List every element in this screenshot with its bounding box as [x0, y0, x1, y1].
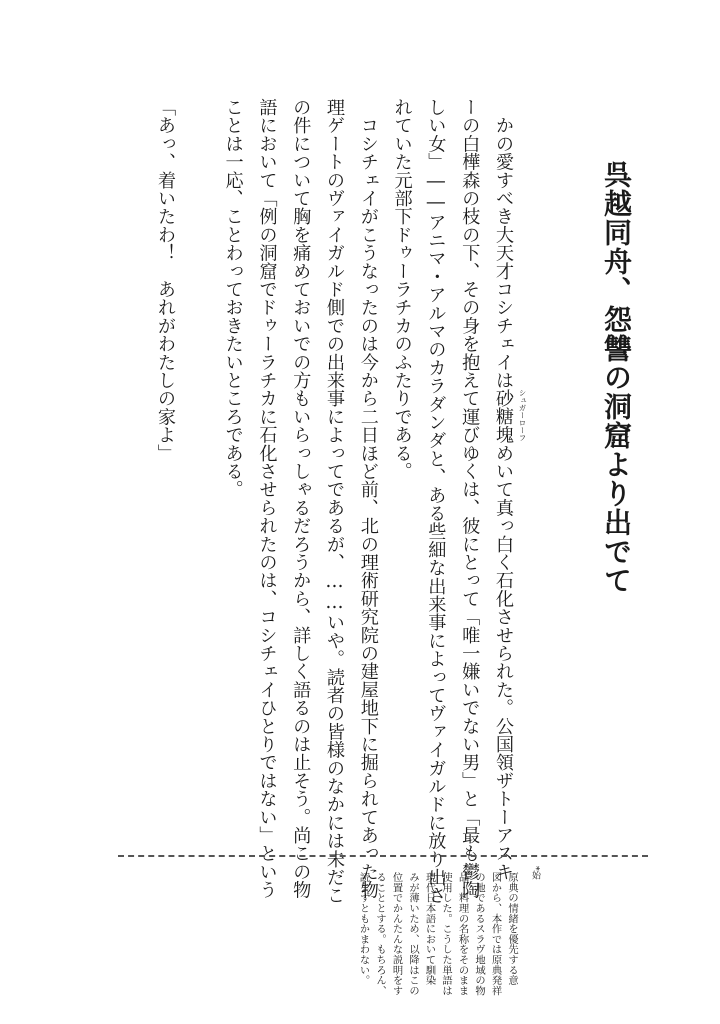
- footnote-line: 読まずともかまわない。: [357, 872, 370, 986]
- footnote-line: 原典の情緒を優先する意: [506, 872, 518, 986]
- footnote-separator: [118, 855, 648, 857]
- footnote-mark: *始: [530, 866, 540, 880]
- footnote-line: 図から、本作では原典発祥: [489, 872, 502, 996]
- p1-text-b: めいて真っ白く石化させられた。公国領ザトーアスキ: [493, 443, 514, 881]
- footnote-line: 位置でかんたんな説明をす: [390, 872, 403, 996]
- paragraph-1-line-3: しい女」――アニマ・アルマのカラダンダと、ある些細な出来事によってヴァイガルドに放り出さ: [425, 98, 447, 905]
- blank-line: [182, 98, 216, 828]
- footnote-line: の地であるスラヴ地域の物: [473, 872, 485, 996]
- ruby-base: 砂糖塊: [493, 389, 514, 444]
- paragraph-1-line-4: れていた元部下ドゥーラチカのふたりである。: [391, 98, 413, 481]
- ruby-reading: シュガーローフ: [518, 389, 527, 442]
- paragraph-1-line-2: ーの白樺森の枝の下、その身を抱えて運びゆくは、彼にとって「唯一嫌いでない男」と「最も鬱陶: [459, 98, 481, 899]
- footnote-line: みが薄いため、以降はこの: [407, 872, 419, 996]
- p2-text-a: コシチェイがこうなったのは今から二日ほど前、北の理術研究院の建屋地下に掘られてあった物: [357, 116, 379, 899]
- paragraph-2-line-1: [351, 98, 385, 899]
- paragraph-2-line-2: 理ゲートのヴァイガルド側での出来事によってであるが、……いや。読者の皆様のなかには未だこ: [324, 98, 346, 905]
- footnote-line: 使用した。こうした単語は: [440, 872, 452, 996]
- footnote-line: 品・料理の名称をそのまま: [456, 872, 469, 996]
- footnote-line: 現代日本語において馴染: [423, 872, 436, 986]
- paragraph-3-dialogue: 「あっ、着いたわ！ あれがわたしの家よ」: [155, 98, 177, 462]
- body-text: [148, 98, 527, 905]
- p1-text-a: かの愛すべき大天才コシチェイは: [493, 116, 514, 390]
- paragraph-2-line-4: 語において「例の洞窟でドゥーラチカに石化させられたのは、コシチェイひとりではない」という: [256, 98, 278, 899]
- footnote-line: ることとする。もちろん、: [374, 872, 386, 996]
- paragraph-2-line-3: の件について胸を痛めておいでの方もいらっしゃるだろうから、詳しく語るのは止そう。尚この物: [290, 98, 312, 899]
- ruby-word: [493, 389, 527, 444]
- paragraph-2-line-5: ことは一応、ことわっておきたいところである。: [222, 98, 244, 499]
- chapter-title: 呉越同舟、怨讐の洞窟より出でて: [600, 160, 633, 595]
- footnote: [355, 872, 520, 1012]
- paragraph-1-line-1: [486, 98, 527, 881]
